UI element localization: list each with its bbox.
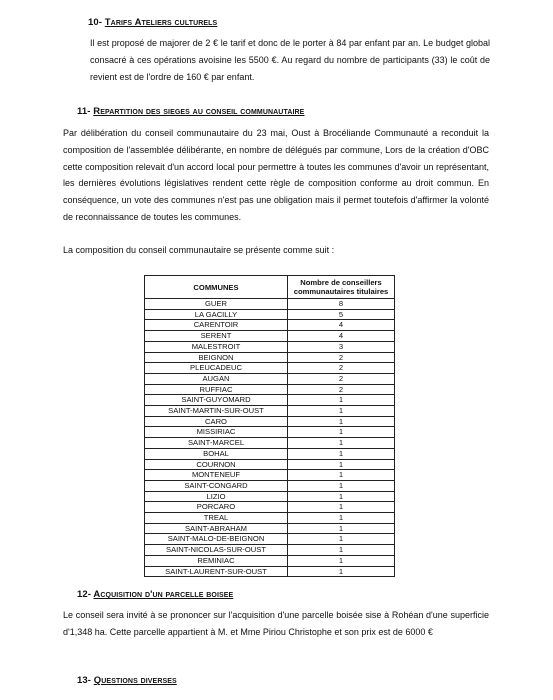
table-row xyxy=(145,299,395,310)
commune-cell: TREAL xyxy=(145,513,288,524)
councillor-count-cell: 3 xyxy=(288,341,395,352)
commune-cell: CARO xyxy=(145,416,288,427)
table-row xyxy=(145,438,395,449)
commune-cell: BEIGNON xyxy=(145,352,288,363)
table-row xyxy=(145,320,395,331)
commune-cell: COURNON xyxy=(145,459,288,470)
table-row xyxy=(145,470,395,481)
commune-cell: MISSIRIAC xyxy=(145,427,288,438)
council-composition-table xyxy=(144,275,395,577)
commune-cell: SAINT-MALO-DE-BEIGNON xyxy=(145,534,288,545)
commune-cell: MALESTROIT xyxy=(145,341,288,352)
commune-cell: GUER xyxy=(145,299,288,310)
commune-cell: SAINT-NICOLAS-SUR-OUST xyxy=(145,545,288,556)
councillor-count-cell: 1 xyxy=(288,480,395,491)
commune-cell: SAINT-LAURENT-SUR-OUST xyxy=(145,566,288,577)
table-row xyxy=(145,545,395,556)
councillor-count-cell: 1 xyxy=(288,523,395,534)
column-header-councillors: Nombre de conseillers communautaires titulaires xyxy=(288,276,395,299)
section-10-title: Tarifs Ateliers culturels xyxy=(104,17,218,28)
table-row xyxy=(145,395,395,406)
councillor-count-cell: 1 xyxy=(288,491,395,502)
table-row xyxy=(145,341,395,352)
table-row xyxy=(145,523,395,534)
section-13-number: 13- xyxy=(77,675,92,686)
councillor-count-cell: 2 xyxy=(288,363,395,374)
table-row xyxy=(145,480,395,491)
table-body xyxy=(145,299,395,577)
councillor-count-cell: 1 xyxy=(288,395,395,406)
councillor-count-cell: 1 xyxy=(288,566,395,577)
table-row xyxy=(145,416,395,427)
table-row xyxy=(145,502,395,513)
councillor-count-cell: 1 xyxy=(288,545,395,556)
section-11-title: Repartition des sieges au conseil communautaire xyxy=(93,106,305,117)
table-row xyxy=(145,363,395,374)
table-intro: La composition du conseil communautaire se présente comme suit : xyxy=(63,245,335,255)
table-row xyxy=(145,427,395,438)
councillor-count-cell: 1 xyxy=(288,416,395,427)
commune-cell: SERENT xyxy=(145,331,288,342)
commune-cell: PLEUCADEUC xyxy=(145,363,288,374)
commune-cell: SAINT-MARCEL xyxy=(145,438,288,449)
commune-cell: BOHAL xyxy=(145,448,288,459)
section-11-heading xyxy=(77,106,304,117)
table-row xyxy=(145,384,395,395)
councillor-count-cell: 1 xyxy=(288,406,395,417)
councillor-count-cell: 1 xyxy=(288,513,395,524)
commune-cell: LIZIO xyxy=(145,491,288,502)
councillor-count-cell: 1 xyxy=(288,438,395,449)
section-12-paragraph: Le conseil sera invité à se prononcer sur l'acquisition d'une parcelle boisée sise à Rohéan d'une superficie d'1,348 ha. Cette parcelle appartient à M. et Mme Piriou Christophe et son prix est de 6000 € xyxy=(63,610,489,637)
section-12-heading xyxy=(77,589,233,600)
commune-cell: SAINT-CONGARD xyxy=(145,480,288,491)
councillor-count-cell: 1 xyxy=(288,470,395,481)
commune-cell: SAINT-GUYOMARD xyxy=(145,395,288,406)
column-header-communes: COMMUNES xyxy=(145,276,288,299)
table-row xyxy=(145,309,395,320)
councillor-count-cell: 4 xyxy=(288,331,395,342)
councillor-count-cell: 1 xyxy=(288,459,395,470)
table-row xyxy=(145,566,395,577)
table-row xyxy=(145,352,395,363)
table-row xyxy=(145,513,395,524)
section-10-paragraph: Il est proposé de majorer de 2 € le tarif et donc de le porter à 84 par enfant par an. Le budget global consacré à ces opérations avoisine les 5500 €. Au regard du nombre de participants (33) le coût de revient est de l'ordre de 160 € par enfant. xyxy=(90,38,490,82)
commune-cell: SAINT-ABRAHAM xyxy=(145,523,288,534)
table-row xyxy=(145,331,395,342)
commune-cell: RUFFIAC xyxy=(145,384,288,395)
section-11-paragraph: Par délibération du conseil communautaire du 23 mai, Oust à Brocéliande Communauté a reconduit la composition de l'assemblée délibérante, en nombre de délégués par commune, Lors de la création d'OBC cette composition relevait d'un accord local pour permettre à toutes les communes d'avoir un représentant, les dernières évolutions législatives rendent cette règle de composition conforme au droit commun. En conséquence, un vote des communes n'est pas une obligation mais il permet toutefois d'affirmer la volonté de reconnaissance de toutes les communes. xyxy=(63,128,489,222)
section-13-title: Questions diverses xyxy=(93,675,177,686)
councillor-count-cell: 1 xyxy=(288,555,395,566)
table-row xyxy=(145,555,395,566)
section-13-heading xyxy=(77,675,177,686)
commune-cell: MONTENEUF xyxy=(145,470,288,481)
table-row xyxy=(145,448,395,459)
councillor-count-cell: 1 xyxy=(288,448,395,459)
commune-cell: PORCARO xyxy=(145,502,288,513)
councillor-count-cell: 4 xyxy=(288,320,395,331)
table-row xyxy=(145,459,395,470)
commune-cell: CARENTOIR xyxy=(145,320,288,331)
table-row xyxy=(145,491,395,502)
table-row xyxy=(145,373,395,384)
table-header-row xyxy=(145,276,395,299)
commune-cell: SAINT-MARTIN-SUR-OUST xyxy=(145,406,288,417)
commune-cell: LA GACILLY xyxy=(145,309,288,320)
table-row xyxy=(145,534,395,545)
section-11-number: 11- xyxy=(77,106,91,117)
councillor-count-cell: 2 xyxy=(288,373,395,384)
section-12-title: Acquisition d'un parcelle boisee xyxy=(93,589,234,600)
councillor-count-cell: 2 xyxy=(288,352,395,363)
section-10-heading xyxy=(88,17,217,28)
commune-cell: REMINIAC xyxy=(145,555,288,566)
councillor-count-cell: 1 xyxy=(288,502,395,513)
councillor-count-cell: 1 xyxy=(288,534,395,545)
section-12-number: 12- xyxy=(77,589,92,600)
councillor-count-cell: 8 xyxy=(288,299,395,310)
table-row xyxy=(145,406,395,417)
councillor-count-cell: 2 xyxy=(288,384,395,395)
commune-cell: AUGAN xyxy=(145,373,288,384)
councillor-count-cell: 5 xyxy=(288,309,395,320)
section-10-number: 10- xyxy=(88,17,103,28)
councillor-count-cell: 1 xyxy=(288,427,395,438)
